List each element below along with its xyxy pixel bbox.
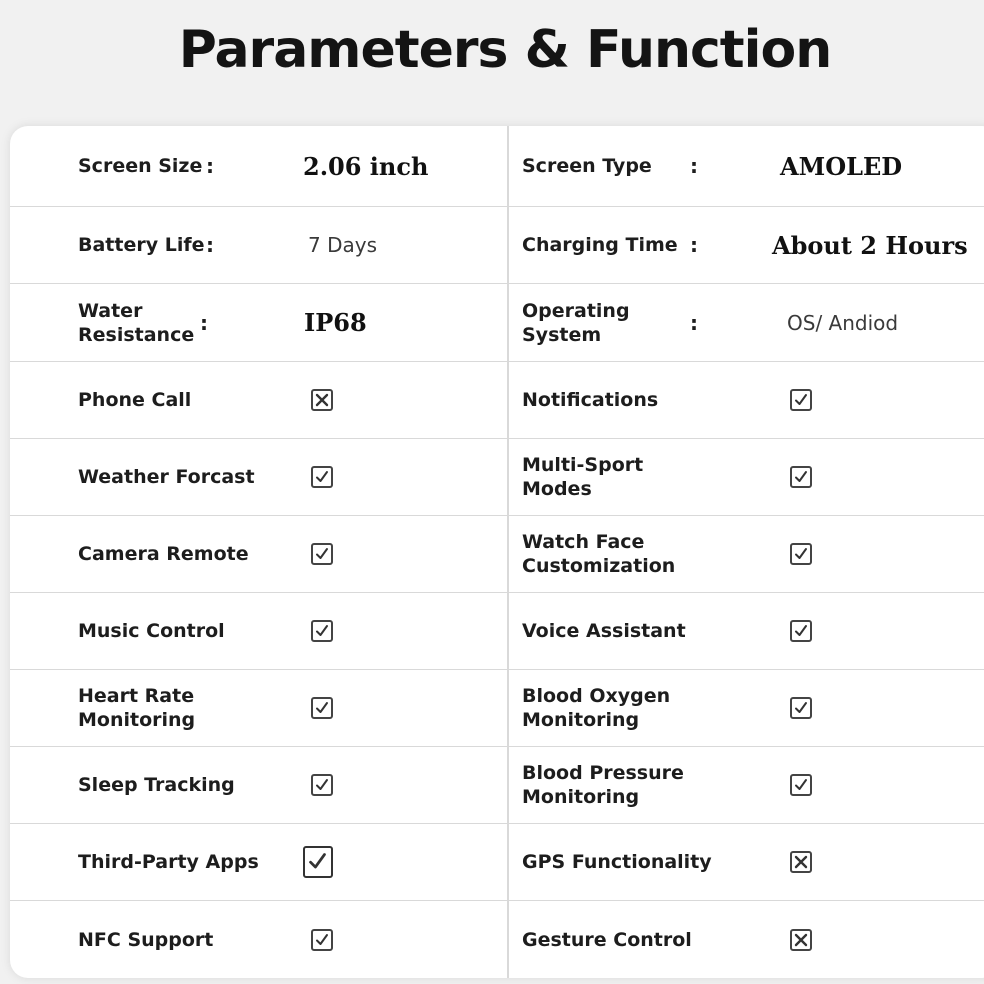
column-divider: [507, 516, 509, 592]
watch-face-customization-label: Watch Face Customization: [522, 531, 676, 577]
cross-box-icon: [311, 389, 333, 411]
operating-system-label: Operating System: [522, 299, 630, 346]
column-divider: [507, 593, 509, 669]
third-party-apps-label: Third-Party Apps: [78, 851, 259, 873]
check-box-icon: [303, 846, 333, 878]
colon-separator: :: [690, 233, 698, 257]
check-box-icon: [311, 543, 333, 565]
column-divider: [507, 207, 509, 283]
colon-separator: :: [690, 310, 698, 335]
check-box-icon: [311, 929, 333, 951]
battery-life-label: Battery Life: [78, 234, 205, 256]
check-box-icon: [311, 620, 333, 642]
camera-remote-label: Camera Remote: [78, 543, 249, 565]
colon-separator: :: [690, 154, 698, 178]
check-box-icon: [311, 697, 333, 719]
weather-forcast-label: Weather Forcast: [78, 466, 255, 488]
gps-functionality-label: GPS Functionality: [522, 851, 712, 873]
screen-type-label: Screen Type: [522, 155, 652, 177]
operating-system-value: OS/ Andiod: [787, 310, 899, 335]
check-box-icon: [790, 774, 812, 796]
page-title: Parameters & Function: [178, 20, 832, 80]
table-row: [10, 669, 984, 746]
voice-assistant-label: Voice Assistant: [522, 620, 686, 642]
spec-table: [10, 126, 984, 978]
table-row-screen: [10, 126, 984, 206]
screen-size-value: 2.06 inch: [303, 151, 429, 181]
screen-type-value: AMOLED: [780, 151, 903, 181]
heart-rate-monitoring-label: Heart Rate Monitoring: [78, 685, 196, 731]
notifications-label: Notifications: [522, 389, 659, 411]
sleep-tracking-label: Sleep Tracking: [78, 774, 235, 796]
blood-oxygen-monitoring-label: Blood Oxygen Monitoring: [522, 685, 671, 731]
column-divider: [507, 747, 509, 823]
column-divider: [507, 439, 509, 515]
nfc-support-label: NFC Support: [78, 928, 214, 951]
colon-separator: :: [206, 233, 214, 257]
music-control-label: Music Control: [78, 620, 225, 642]
column-divider: [507, 670, 509, 746]
table-row-battery: [10, 206, 984, 283]
battery-life-value: 7 Days: [308, 233, 377, 257]
charging-time-label: Charging Time: [522, 234, 678, 256]
blood-pressure-monitoring-label: Blood Pressure Monitoring: [522, 762, 684, 808]
colon-separator: :: [206, 154, 214, 178]
check-box-icon: [790, 389, 812, 411]
multi-sport-modes-label: Multi-Sport Modes: [522, 454, 644, 500]
cross-box-icon: [790, 851, 812, 873]
check-box-icon: [311, 774, 333, 796]
water-resistance-label: Water Resistance: [78, 299, 195, 346]
check-box-icon: [790, 466, 812, 488]
table-row: [10, 438, 984, 515]
table-row: [10, 515, 984, 592]
check-box-icon: [311, 466, 333, 488]
table-row: [10, 823, 984, 900]
column-divider: [507, 126, 509, 206]
column-divider: [507, 362, 509, 438]
table-row: [10, 592, 984, 669]
charging-time-value: About 2 Hours: [772, 230, 968, 260]
check-box-icon: [790, 620, 812, 642]
phone-call-label: Phone Call: [78, 389, 192, 411]
screen-size-label: Screen Size: [78, 155, 203, 177]
column-divider: [507, 284, 509, 361]
table-row: [10, 746, 984, 823]
water-resistance-value: IP68: [304, 308, 367, 337]
table-row: [10, 361, 984, 438]
cross-box-icon: [790, 929, 812, 951]
column-divider: [507, 901, 509, 978]
table-row-resistance: [10, 283, 984, 361]
column-divider: [507, 824, 509, 900]
colon-separator: :: [200, 310, 208, 335]
check-box-icon: [790, 697, 812, 719]
check-box-icon: [790, 543, 812, 565]
gesture-control-label: Gesture Control: [522, 928, 692, 951]
table-row: [10, 900, 984, 978]
